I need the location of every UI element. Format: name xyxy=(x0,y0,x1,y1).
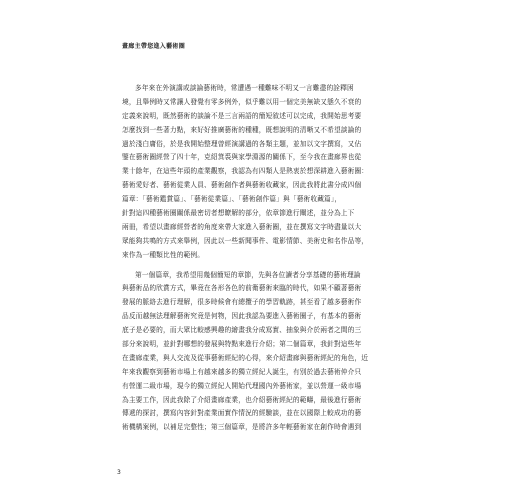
paragraph-1 xyxy=(122,82,400,263)
text-line: 第一個篇章，我希望用幾個簡短的章節，先與各位讀者分享基礎的藝術理論 xyxy=(135,270,361,279)
text-line: 過於淺白庸俗，於是我開始整理曾經演講過的各類主題，並加以文字撰寫，又佔 xyxy=(122,139,362,148)
text-line: 境，且舉例時又常讓人發覺有零多例外，似乎難以用一個完美無缺又態久不衰的 xyxy=(122,97,362,106)
running-header: 畫廊主帶您進入藝術圈 xyxy=(122,43,186,50)
text-line: 兩冊，希望以畫廊經營者的角度來帶大家進入藝術圈，並在撰寫文字時盡量以大 xyxy=(122,222,362,231)
text-line: 與藝術品的欣賞方式，畢竟在各形各色的前衛藝術來臨的時代，如果不顧著藝術 xyxy=(122,284,362,293)
text-line: 業十餘年，在這些年頭的產業觀察，我認為有四類人是熱衷於想深耕進入藝術圈： xyxy=(122,167,369,176)
text-line: 品反而越無法理解藝術究竟是何物，因此我認為要進入藝術圈子，有基本的藝術 xyxy=(122,312,362,321)
text-line: 部分來說明，並針對哪想的發展與特點來進行介紹；第二個篇章，我針對這些年 xyxy=(122,340,362,349)
paragraph-2 xyxy=(122,269,400,436)
text-line: 年來我觀察到藝術市場上有越來越多的獨立經紀人誕生，有別於過去藝術仲介只 xyxy=(122,367,362,376)
text-line: 鑒在藝術圈經營了四十年，克紹箕裘與家學淵源的關係下，至今我在畫廊界也從 xyxy=(122,153,362,162)
text-line: 底子是必要的，而大眾比較感興趣的繪畫我分成寫實、抽象與介於兩者之間的三 xyxy=(122,326,362,335)
text-line: 來作為一種類比性的範例。 xyxy=(122,250,205,259)
text-line: 發展的脈絡去進行理解，很多時候會有總攬子的學習軌跡，甚至看了越多藝術作 xyxy=(122,298,362,307)
text-line: 術機構案例，以補足完整性；第三個篇章，是將許多年輕藝術家在創作時會遇到 xyxy=(122,423,362,432)
page-number: 3 xyxy=(117,469,121,476)
text-line: 為主要工作，因此我除了介紹畫廊產業，也介紹藝術經紀的範疇，最後進行藝術 xyxy=(122,395,362,404)
text-line: 多年來在外演講或談論藝術時，常遭遇一種難味不明又一言難盡的詮釋困 xyxy=(135,84,354,92)
text-line: 定義來說明，既然藝術的談論不是三言兩語的簡短敘述可以完成，我開始思考要 xyxy=(122,111,362,120)
text-line: 在畫廊產業，與人交流及從事藝術經紀的心得，來介紹畫廊與藝術經紀的角色，近 xyxy=(122,353,369,362)
text-line: 篇章：「藝術鑑賞篇」、「藝術從業篇」、「藝術創作篇」與「藝術收藏篇」， xyxy=(122,195,342,204)
text-line: 怎麼找到一些著力點，來好好推廣藝術的種種，既想說明的清晰又不希望談論的 xyxy=(122,125,362,134)
body-text xyxy=(122,82,400,435)
text-line: 傳遞的探討，撰寫內容針對產業面實作情況的經驗談，並在以國際上較成功的藝 xyxy=(122,409,362,418)
text-line: 眾能夠共鳴的方式來舉例，因此以一些新聞事件、電影情節、美術史和名作品等， xyxy=(122,236,369,245)
text-line: 藝術愛好者、藝術從業人員、藝術創作者與藝術收藏家，因此我將此書分成四個 xyxy=(122,181,362,190)
text-line: 有營運二級市場，現今的獨立經紀人開始代理國內外藝術家，並以營運一級市場 xyxy=(122,381,362,390)
text-line: 針對這四種藝術圈關係最密切者想瞭解的部分，依章節進行闡述，並分為上下 xyxy=(122,209,355,218)
